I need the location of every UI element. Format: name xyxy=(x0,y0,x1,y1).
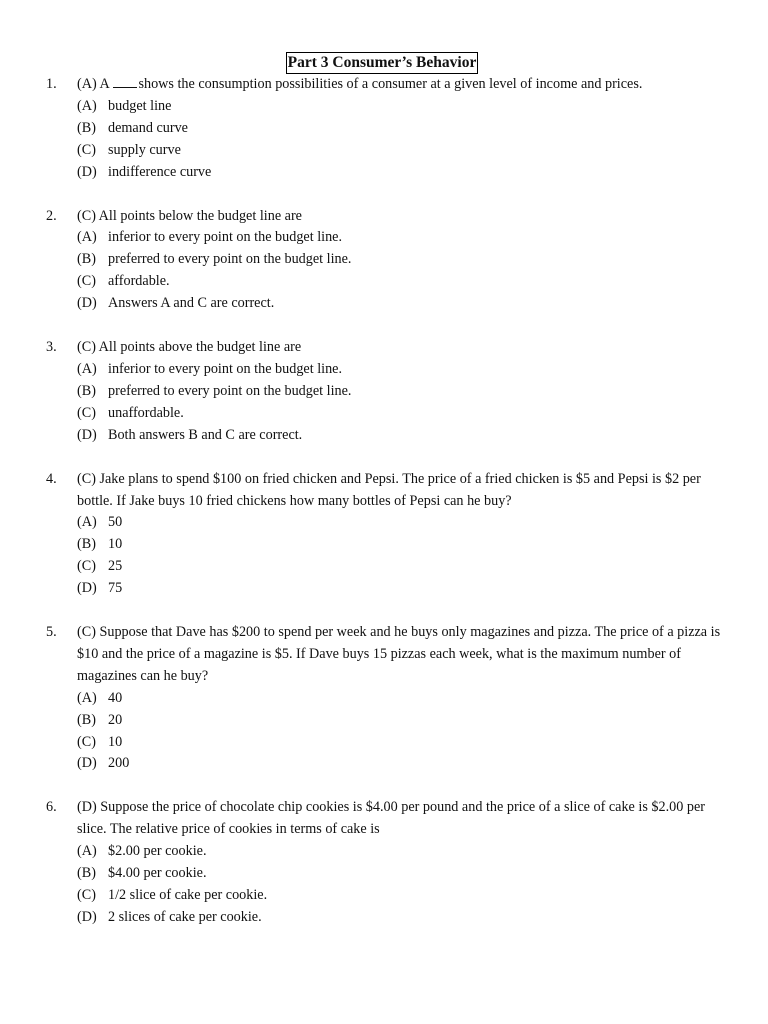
option-text: preferred to every point on the budget line. xyxy=(108,382,352,399)
question-5 xyxy=(0,622,768,775)
option-text: 1/2 slice of cake per cookie. xyxy=(108,887,268,903)
question-list xyxy=(0,74,768,951)
option xyxy=(77,534,768,556)
option-text: unaffordable. xyxy=(108,404,184,421)
option-label: (C) xyxy=(77,887,96,903)
option-text: 10 xyxy=(108,536,123,553)
option-label: (A) xyxy=(77,689,97,706)
option-label: (C) xyxy=(77,141,96,158)
option-text: 20 xyxy=(108,711,123,728)
question-2 xyxy=(0,206,768,316)
option-label: (A) xyxy=(77,97,97,114)
page-title: Part 3 Consumer’s Behavior xyxy=(286,52,479,74)
option-text: inferior to every point on the budget line. xyxy=(108,360,343,377)
option xyxy=(77,512,768,534)
option-label: (D) xyxy=(77,908,97,925)
question-number: 6. xyxy=(46,799,57,816)
option-label: (A) xyxy=(77,229,97,246)
option-label: (C) xyxy=(77,558,96,575)
option-label: (B) xyxy=(77,536,96,553)
title-container xyxy=(0,52,768,74)
option xyxy=(77,359,768,381)
option xyxy=(77,227,768,249)
option-label: (B) xyxy=(77,865,96,882)
option-label: (B) xyxy=(77,119,96,136)
option-text: indifference curve xyxy=(108,163,212,180)
option xyxy=(77,381,768,403)
option xyxy=(77,688,768,710)
option xyxy=(77,885,768,907)
question-3 xyxy=(0,337,768,447)
option-text: 75 xyxy=(108,580,123,597)
option xyxy=(77,96,768,118)
option xyxy=(77,271,768,293)
option xyxy=(77,907,768,929)
option-text: supply curve xyxy=(108,141,181,158)
option-text: $2.00 per cookie. xyxy=(108,843,207,860)
option-text: 200 xyxy=(108,755,130,772)
option-text: affordable. xyxy=(108,273,170,290)
option xyxy=(77,118,768,140)
option-text: 40 xyxy=(108,689,123,706)
question-number: 4. xyxy=(46,470,57,487)
option-label: (B) xyxy=(77,251,96,268)
option-label: (D) xyxy=(77,163,97,180)
option-label: (C) xyxy=(77,733,96,750)
option-label: (D) xyxy=(77,580,97,597)
option-label: (A) xyxy=(77,514,97,531)
question-text: (C) Suppose that Dave has $200 to spend per week and he buys only magazines and pizza. The price of a pizza is $10 and the price of a magazine is $5. If Dave buys 15 pizzas each week, what is the maximum number of magazines can he buy? xyxy=(77,624,721,684)
answer-blank xyxy=(113,74,137,88)
option-text: demand curve xyxy=(108,119,188,136)
question-number: 5. xyxy=(46,624,57,641)
question-number: 3. xyxy=(46,339,57,356)
option xyxy=(77,841,768,863)
option xyxy=(77,710,768,732)
option-text: Answers A and C are correct. xyxy=(108,295,275,312)
question-4 xyxy=(0,469,768,600)
question-text: (C) All points below the budget line are xyxy=(77,207,302,224)
option-label: (D) xyxy=(77,295,97,312)
question-text-start: (A) A xyxy=(77,76,113,92)
option xyxy=(77,732,768,754)
option-text: 10 xyxy=(108,733,123,750)
option-label: (B) xyxy=(77,382,96,399)
question-6 xyxy=(0,797,768,928)
option-text: 50 xyxy=(108,514,123,531)
question-number: 1. xyxy=(46,76,57,92)
option-text: 25 xyxy=(108,558,123,575)
option-label: (C) xyxy=(77,273,96,290)
option-label: (C) xyxy=(77,404,96,421)
question-number: 2. xyxy=(46,207,57,224)
option xyxy=(77,863,768,885)
question-text: (C) All points above the budget line are xyxy=(77,339,302,356)
option xyxy=(77,425,768,447)
option-text: Both answers B and C are correct. xyxy=(108,426,303,443)
question-text: (D) Suppose the price of chocolate chip cookies is $4.00 per pound and the price of a slice of cake is $2.00 per slice. The relative price of cookies in terms of cake is xyxy=(77,799,705,838)
option xyxy=(77,293,768,315)
option xyxy=(77,249,768,271)
option-label: (A) xyxy=(77,360,97,377)
option xyxy=(77,753,768,775)
option-label: (D) xyxy=(77,755,97,772)
option-text: $4.00 per cookie. xyxy=(108,865,207,882)
option-label: (A) xyxy=(77,843,97,860)
option-text: preferred to every point on the budget line. xyxy=(108,251,352,268)
option xyxy=(77,162,768,184)
option xyxy=(77,403,768,425)
option xyxy=(77,140,768,162)
option-label: (B) xyxy=(77,711,96,728)
option-text: inferior to every point on the budget line. xyxy=(108,229,343,246)
question-text-end: shows the consumption possibilities of a consumer at a given level of income and prices. xyxy=(138,76,643,92)
option-text: budget line xyxy=(108,97,172,114)
option xyxy=(77,556,768,578)
question-text: (C) Jake plans to spend $100 on fried chicken and Pepsi. The price of a fried chicken is $5 and Pepsi is $2 per bottle. If Jake buys 10 fried chickens how many bottles of Pepsi can he buy? xyxy=(77,470,701,509)
option-label: (D) xyxy=(77,426,97,443)
option xyxy=(77,578,768,600)
question-1 xyxy=(0,74,768,184)
option-text: 2 slices of cake per cookie. xyxy=(108,908,262,925)
question-text xyxy=(77,74,722,96)
